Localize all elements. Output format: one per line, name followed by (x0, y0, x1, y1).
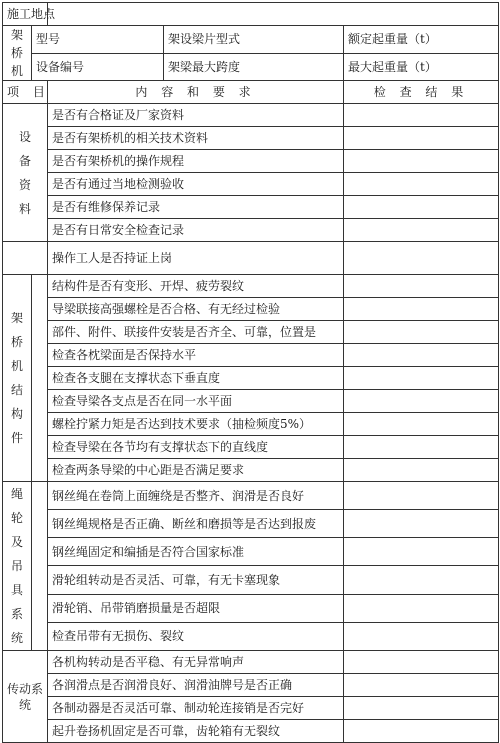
check-item: 螺栓拧紧力矩是否达到技术要求（抽检频度5%） (48, 413, 344, 436)
check-item: 导梁联接高强螺栓是否合格、有无经过检验 (48, 298, 344, 321)
operator-row (3, 242, 499, 275)
result-cell[interactable] (344, 127, 499, 150)
structure-spacer (32, 275, 48, 482)
table-row (3, 390, 499, 413)
result-cell[interactable] (344, 219, 499, 242)
check-item: 检查两条导梁的中心距是否满足要求 (48, 459, 344, 482)
check-item: 是否有架桥机的相关技术资料 (48, 127, 344, 150)
check-item: 是否有维修保养记录 (48, 196, 344, 219)
table-row (3, 651, 499, 674)
check-item: 检查导梁在各节均有支撑状态下的直线度 (48, 436, 344, 459)
result-cell[interactable] (344, 150, 499, 173)
inspection-form-table (2, 2, 499, 743)
result-cell[interactable] (344, 344, 499, 367)
result-cell[interactable] (344, 566, 499, 594)
max-load-label: 最大起重量（t） (344, 53, 499, 81)
check-item: 钢丝绳规格是否正确、断丝和磨损等是否达到报废 (48, 510, 344, 538)
result-cell[interactable] (344, 298, 499, 321)
check-item: 滑轮组转动是否灵活、可靠，有无卡塞现象 (48, 566, 344, 594)
operator-item-cell (3, 242, 48, 275)
table-row (3, 510, 499, 538)
table-row (3, 344, 499, 367)
content-column-header: 内 容 和 要 求 (48, 81, 344, 104)
device-row (3, 53, 499, 81)
check-item: 是否有合格证及厂家资料 (48, 104, 344, 127)
table-row (3, 173, 499, 196)
table-row (3, 594, 499, 622)
table-row (3, 413, 499, 436)
check-item: 是否有架桥机的操作规程 (48, 150, 344, 173)
result-cell[interactable] (344, 594, 499, 622)
model-row (3, 26, 499, 54)
device-no-label: 设备编号 (32, 53, 164, 81)
table-row (3, 367, 499, 390)
rope-spacer (32, 482, 48, 651)
result-cell[interactable] (344, 275, 499, 298)
check-item: 检查各支腿在支撑状态下垂直度 (48, 367, 344, 390)
model-label: 型号 (32, 26, 164, 54)
check-item: 检查吊带有无损伤、裂纹 (48, 622, 344, 650)
table-row (3, 321, 499, 344)
max-span-label: 架梁最大跨度 (164, 53, 344, 81)
girder-type-label: 架设梁片型式 (164, 26, 344, 54)
result-cell[interactable] (344, 104, 499, 127)
site-row (3, 3, 499, 26)
check-item: 是否有日常安全检查记录 (48, 219, 344, 242)
table-row (3, 566, 499, 594)
check-item: 是否有通过当地检测验收 (48, 173, 344, 196)
table-row (3, 275, 499, 298)
column-header-row (3, 81, 499, 104)
check-item: 操作工人是否持证上岗 (48, 242, 344, 275)
result-cell[interactable] (344, 173, 499, 196)
table-row (3, 697, 499, 720)
result-cell[interactable] (344, 538, 499, 566)
check-item: 滑轮销、吊带销磨损量是否超限 (48, 594, 344, 622)
table-row (3, 436, 499, 459)
table-row (3, 196, 499, 219)
table-row (3, 219, 499, 242)
table-row (3, 150, 499, 173)
drive-system-label: 传动系统 (3, 651, 48, 743)
result-cell[interactable] (344, 720, 499, 743)
table-row (3, 104, 499, 127)
result-cell[interactable] (344, 459, 499, 482)
bridge-machine-label: 架桥机 (3, 26, 32, 81)
check-item: 各机构转动是否平稳、有无异常响声 (48, 651, 344, 674)
rated-load-label: 额定起重量（t） (344, 26, 499, 54)
result-cell[interactable] (344, 436, 499, 459)
table-row (3, 538, 499, 566)
result-cell[interactable] (344, 697, 499, 720)
item-column-header: 项 目 (3, 81, 48, 104)
site-label: 施工地点 (3, 3, 48, 26)
result-cell[interactable] (344, 242, 499, 275)
check-item: 各润滑点是否润滑良好、润滑油牌号是否正确 (48, 674, 344, 697)
structure-label: 架桥机结构件 (3, 275, 32, 482)
result-cell[interactable] (344, 674, 499, 697)
check-item: 钢丝绳固定和编插是否符合国家标准 (48, 538, 344, 566)
result-cell[interactable] (344, 510, 499, 538)
result-cell[interactable] (344, 321, 499, 344)
check-item: 检查导梁各支点是否在同一水平面 (48, 390, 344, 413)
site-value-cell[interactable] (48, 3, 499, 26)
result-cell[interactable] (344, 390, 499, 413)
check-item: 部件、附件、联接件安装是否齐全、可靠，位置是 (48, 321, 344, 344)
table-row (3, 298, 499, 321)
result-cell[interactable] (344, 367, 499, 390)
table-row (3, 459, 499, 482)
result-cell[interactable] (344, 413, 499, 436)
table-row (3, 127, 499, 150)
check-item: 各制动器是否灵活可靠、制动轮连接销是否完好 (48, 697, 344, 720)
result-cell[interactable] (344, 196, 499, 219)
result-cell[interactable] (344, 622, 499, 650)
check-item: 检查各枕梁面是否保持水平 (48, 344, 344, 367)
result-column-header: 检 查 结 果 (344, 81, 499, 104)
table-row (3, 674, 499, 697)
check-item: 结构件是否有变形、开焊、疲劳裂纹 (48, 275, 344, 298)
table-row (3, 482, 499, 510)
table-row (3, 622, 499, 650)
rope-system-label: 绳轮及吊具系统 (3, 482, 32, 651)
table-row (3, 720, 499, 743)
check-item: 钢丝绳在卷筒上面缠绕是否整齐、润滑是否良好 (48, 482, 344, 510)
equipment-docs-label: 设备资料 (3, 104, 48, 242)
result-cell[interactable] (344, 651, 499, 674)
result-cell[interactable] (344, 482, 499, 510)
check-item: 起升卷扬机固定是否可靠，齿轮箱有无裂纹 (48, 720, 344, 743)
